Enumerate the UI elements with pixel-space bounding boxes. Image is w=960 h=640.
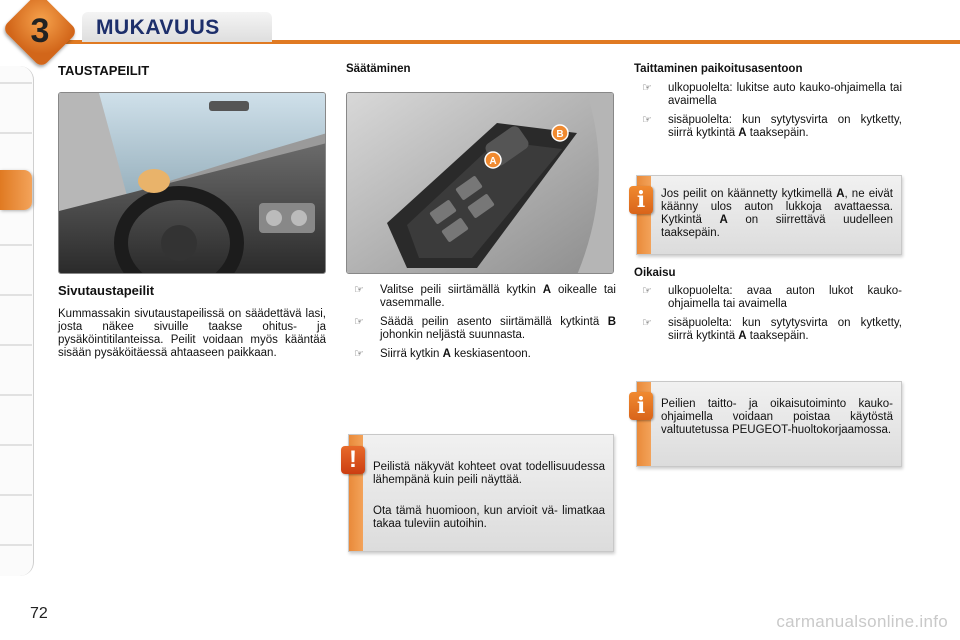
switch-label-b: B: [556, 129, 564, 140]
warning-note: [348, 434, 614, 552]
unfolding-steps: [634, 285, 902, 349]
switch-label-a: A: [489, 156, 497, 167]
warning-text-1: Peilistä näkyvät kohteet ovat todellisuudessa lähempänä kuin peili näyttää.: [373, 461, 605, 486]
info-icon: i: [629, 186, 653, 214]
folding-steps: [634, 82, 902, 146]
index-tab[interactable]: [0, 344, 32, 346]
section-title: TAUSTAPEILIT: [58, 63, 150, 78]
folding-heading: Taittaminen paikoitusasentoon: [634, 63, 803, 75]
pointing-hand-icon: ☞: [642, 317, 652, 329]
info-icon: i: [629, 392, 653, 420]
index-tab[interactable]: [0, 394, 32, 396]
index-tab-active[interactable]: [0, 170, 32, 210]
info-note-remote: [636, 381, 902, 467]
index-tab[interactable]: [0, 494, 32, 496]
pointing-hand-icon: ☞: [354, 284, 364, 296]
unfolding-heading: Oikaisu: [634, 267, 676, 279]
subsection-title: Sivutaustapeilit: [58, 283, 155, 298]
index-tab[interactable]: [0, 244, 32, 246]
pointing-hand-icon: ☞: [642, 82, 652, 94]
index-tab[interactable]: [0, 294, 32, 296]
info-text-remote: Peilien taitto- ja oikaisutoiminto kauko-ohjaimella voidaan poistaa käytöstä valtuutetussa PEUGEOT-huoltokorjaamossa.: [661, 398, 893, 436]
pointing-hand-icon: ☞: [354, 316, 364, 328]
list-item: ☞ Valitse peili siirtämällä kytkin A oikealle tai vasemmalle.: [354, 284, 616, 309]
list-item: ☞ Siirrä kytkin A keskiasentoon.: [354, 348, 531, 360]
chapter-index-tabs: [0, 66, 34, 576]
index-tab[interactable]: [0, 444, 32, 446]
side-mirror-description: Kummassakin sivutaustapeilissä on säädettävä lasi, josta näkee sivuille taakse ohitus- ja pysäköintitilanteissa. Peilit voidaan myös kääntää sisään pysäköitäessä ahtaaseen paikkaan.: [58, 308, 326, 359]
car-interior-photo: [58, 92, 326, 274]
index-tab[interactable]: [0, 132, 32, 134]
list-item: ☞ ulkopuolelta: lukitse auto kauko-ohjaimella tai avaimella: [642, 82, 902, 107]
list-item: ☞ ulkopuolelta: avaa auton lukot kauko-ohjaimella tai avaimella: [642, 285, 902, 310]
chapter-title: MUKAVUUS: [96, 16, 220, 39]
pointing-hand-icon: ☞: [354, 348, 364, 360]
adjustment-steps: [346, 284, 616, 367]
chapter-number: 3: [30, 12, 50, 50]
pointing-hand-icon: ☞: [642, 285, 652, 297]
list-item: ☞ Säädä peilin asento siirtämällä kytkintä B johonkin neljästä suunnasta.: [354, 316, 616, 341]
info-note-folding: [636, 175, 902, 255]
index-tab[interactable]: [0, 82, 32, 84]
list-item: ☞ sisäpuolelta: kun sytytysvirta on kytketty, siirrä kytkintä A taaksepäin.: [642, 114, 902, 139]
page-number: 72: [30, 605, 48, 622]
warning-icon: !: [341, 446, 365, 474]
adjustment-heading: Säätäminen: [346, 63, 411, 75]
pointing-hand-icon: ☞: [642, 114, 652, 126]
mirror-switch-photo: [346, 92, 614, 274]
watermark: carmanualsonline.info: [776, 612, 948, 631]
index-tab[interactable]: [0, 544, 32, 546]
info-text-folding: Jos peilit on käännetty kytkimellä A, ne eivät käänny ulos auton lukkoja avattaessa. Kytkintä A on siirrettävä uudelleen taaksepäin.: [661, 188, 894, 239]
warning-text-2: Ota tämä huomioon, kun arvioit vä- limatkaa takaa tuleviin autoihin.: [373, 505, 605, 530]
list-item: ☞ sisäpuolelta: kun sytytysvirta on kytketty, siirrä kytkintä A taaksepäin.: [642, 317, 902, 342]
